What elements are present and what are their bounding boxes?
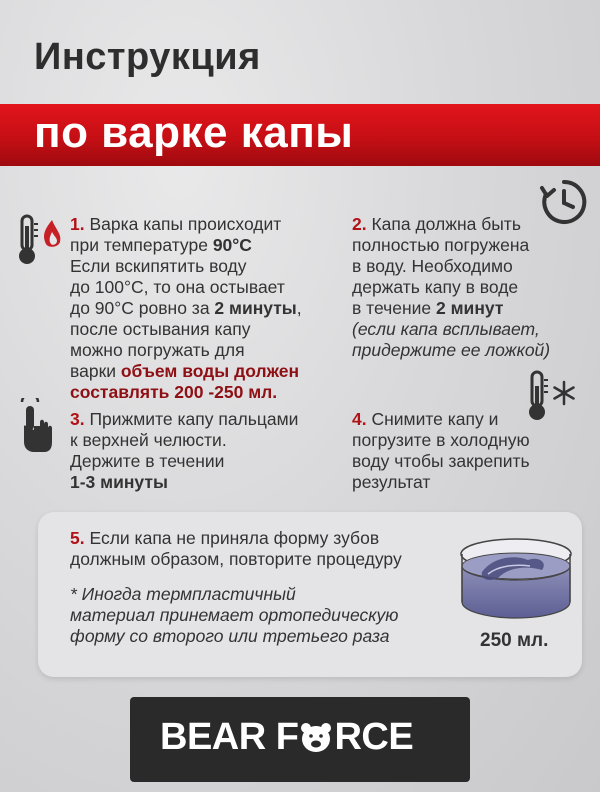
step-3-highlight: 1-3 минуты bbox=[70, 472, 168, 492]
step-4-number: 4. bbox=[352, 409, 367, 429]
hand-press-icon bbox=[16, 398, 56, 454]
step-2-line: в течение bbox=[352, 298, 437, 318]
step-3-line: Прижмите капу пальцами bbox=[84, 409, 299, 429]
step-1-line: до 100°С, то она остывает bbox=[70, 277, 285, 297]
step-2-line: полностью погружена bbox=[352, 235, 530, 255]
step-3-line: к верхней челюсти. bbox=[70, 430, 227, 450]
step-2-highlight: 2 минут bbox=[436, 298, 504, 318]
step-4-line: результат bbox=[352, 472, 431, 492]
step-5-note: форму со второго или третьего раза bbox=[70, 626, 390, 646]
step-1-line: при температуре bbox=[70, 235, 213, 255]
step-2-line: Капа должна быть bbox=[366, 214, 521, 234]
step-1-line: Варка капы происходит bbox=[84, 214, 282, 234]
step-1-line: можно погружать для bbox=[70, 340, 245, 360]
step-4-line: воду чтобы закрепить bbox=[352, 451, 530, 471]
bear-head-icon bbox=[299, 721, 333, 753]
step-4-text bbox=[352, 409, 530, 493]
step-1-line: Если вскипятить воду bbox=[70, 256, 247, 276]
step-2-number: 2. bbox=[352, 214, 367, 234]
step-1-line: до 90°С ровно за bbox=[70, 298, 215, 318]
step-1-warning: составлять 200 -250 мл. bbox=[70, 382, 278, 402]
step-1-warning: объем воды должен bbox=[120, 361, 300, 381]
step-2-note: (если капа всплывает, bbox=[352, 319, 540, 339]
step-2-line: держать капу в воде bbox=[352, 277, 519, 297]
step-4-line: погрузите в холодную bbox=[352, 430, 530, 450]
step-3-text bbox=[70, 409, 298, 493]
step-5-note: * Иногда термпластичный bbox=[70, 584, 296, 604]
step-5-line: Если капа не приняла форму зубов bbox=[84, 528, 380, 548]
step-2-line: в воду. Необходимо bbox=[352, 256, 513, 276]
step-1-text bbox=[70, 214, 302, 403]
step-3-number: 3. bbox=[70, 409, 85, 429]
thermometer-flame-icon bbox=[14, 212, 64, 268]
step-1-highlight: 90°С bbox=[212, 235, 252, 255]
brand-logo-text: RCE bbox=[334, 716, 414, 758]
step-5-line: должным образом, повторите процедуру bbox=[70, 549, 402, 569]
step-2-note: придержите ее ложкой) bbox=[352, 340, 551, 360]
step-5-note: материал принемает ортопедическую bbox=[70, 605, 399, 625]
step-1-line: после остывания капу bbox=[70, 319, 251, 339]
step-1-number: 1. bbox=[70, 214, 85, 234]
brand-logo bbox=[160, 716, 413, 759]
volume-label: 250 мл. bbox=[480, 630, 549, 651]
water-bowl-icon bbox=[458, 536, 574, 624]
step-5-number: 5. bbox=[70, 528, 85, 548]
page-subtitle: по варке капы bbox=[34, 108, 354, 157]
step-1-highlight: 2 минуты bbox=[214, 298, 297, 318]
thermometer-snowflake-icon bbox=[524, 370, 578, 422]
step-5-text bbox=[70, 528, 402, 647]
step-2-text bbox=[352, 214, 550, 361]
step-1-line: , bbox=[296, 298, 302, 318]
step-3-line: Держите в течении bbox=[70, 451, 225, 471]
brand-logo-text: BEAR F bbox=[160, 716, 299, 758]
step-4-line: Снимите капу и bbox=[366, 409, 499, 429]
page-title: Инструкция bbox=[34, 36, 261, 78]
step-1-line: варки bbox=[70, 361, 121, 381]
